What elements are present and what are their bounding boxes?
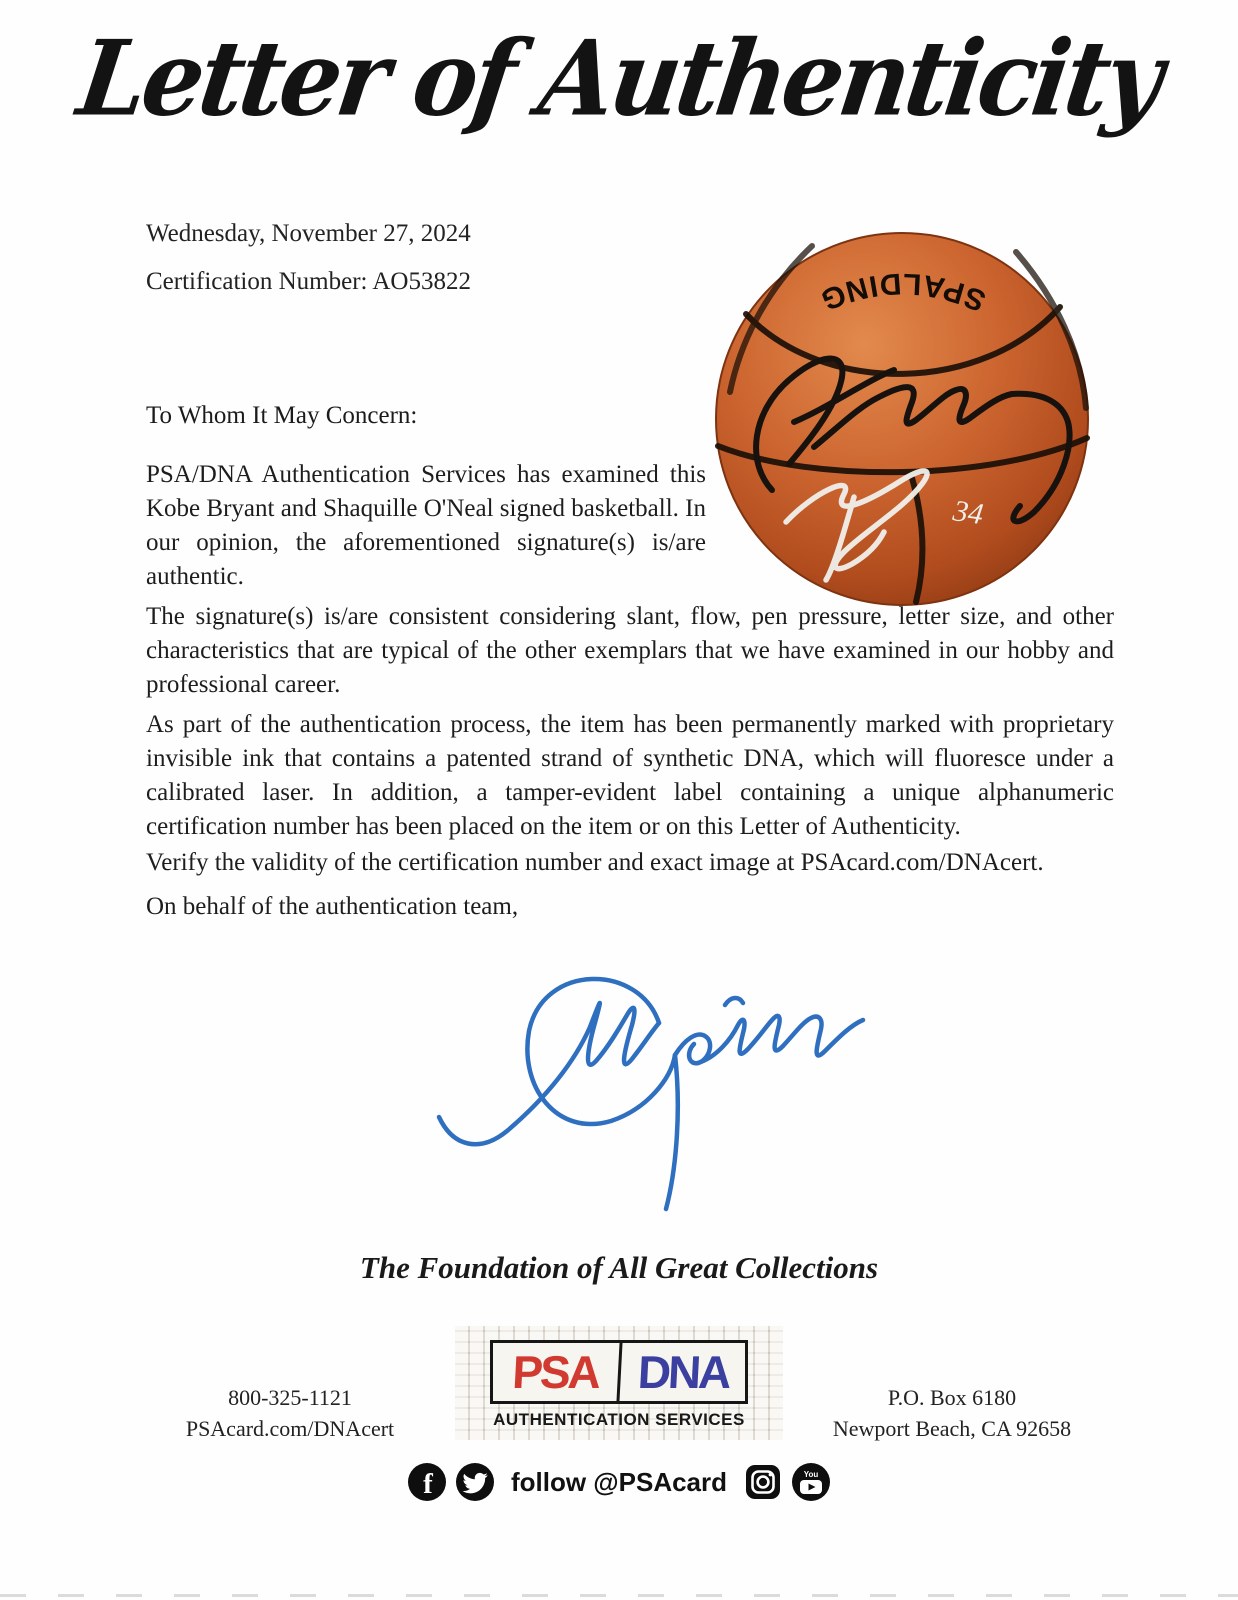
dna-logo-text: DNA	[636, 1346, 730, 1398]
city-state-zip: Newport Beach, CA 92658	[832, 1416, 1072, 1441]
social-media-row	[0, 1462, 1238, 1502]
blue-ink-signature-graphic	[425, 945, 890, 1220]
paragraph-verify: Verify the validity of the certification number and exact image at PSAcard.com/DNAcert.	[146, 849, 1044, 876]
salutation: To Whom It May Concern:	[146, 402, 418, 429]
phone-number: 800-325-1121	[228, 1385, 352, 1410]
psa-logo-text: PSA	[491, 1343, 622, 1401]
letter-date: Wednesday, November 27, 2024	[146, 220, 471, 247]
scan-edge-artifact	[0, 1594, 1238, 1597]
website-url: PSAcard.com/DNAcert	[185, 1416, 395, 1441]
instagram-icon	[743, 1462, 783, 1502]
authenticator-signature	[425, 945, 890, 1220]
facebook-icon	[407, 1462, 447, 1502]
authentication-services-label: AUTHENTICATION SERVICES	[493, 1410, 745, 1429]
paragraph-consistency: The signature(s) is/are consistent considering slant, flow, pen pressure, letter size, and other characteristics that are typical of the other exemplars that we have examined in our hobby and professional career.	[146, 603, 1114, 698]
po-box: P.O. Box 6180	[887, 1385, 1017, 1410]
contact-phone-web	[140, 1382, 440, 1444]
twitter-icon	[455, 1462, 495, 1502]
paragraph-closing: On behalf of the authentication team,	[146, 893, 519, 920]
svg-text:SPALDING: SPALDING	[813, 266, 991, 318]
contact-address	[792, 1382, 1112, 1444]
basketball-graphic	[694, 222, 1110, 618]
foundation-tagline: The Foundation of All Great Collections	[359, 1250, 879, 1285]
svg-text:You: You	[803, 1470, 819, 1479]
shaq-jersey-number: 34	[951, 494, 986, 532]
psa-dna-sticker	[455, 1326, 783, 1440]
svg-text:f: f	[423, 1468, 433, 1500]
paragraph-examined: PSA/DNA Authentication Services has examined this Kobe Bryant and Shaquille O'Neal signed basketball. In our opinion, the aforementioned signature(s) is/are authentic.	[146, 461, 706, 590]
certification-number: Certification Number: AO53822	[146, 268, 471, 295]
signed-basketball-photo	[694, 222, 1110, 618]
page-title: Letter of Authenticity	[71, 17, 1167, 140]
paragraph-dna-marking: As part of the authentication process, the item has been permanently marked with proprietary invisible ink that contains a patented strand of synthetic DNA, which will fluoresce under a calibrated laser. In addition, a tamper-evident label containing a unique alphanumeric certification number has been placed on the item or on this Letter of Authenticity.	[146, 711, 1114, 840]
youtube-icon	[791, 1462, 831, 1502]
psa-dna-logo	[490, 1340, 748, 1404]
follow-handle-text: follow @PSAcard	[510, 1466, 728, 1497]
